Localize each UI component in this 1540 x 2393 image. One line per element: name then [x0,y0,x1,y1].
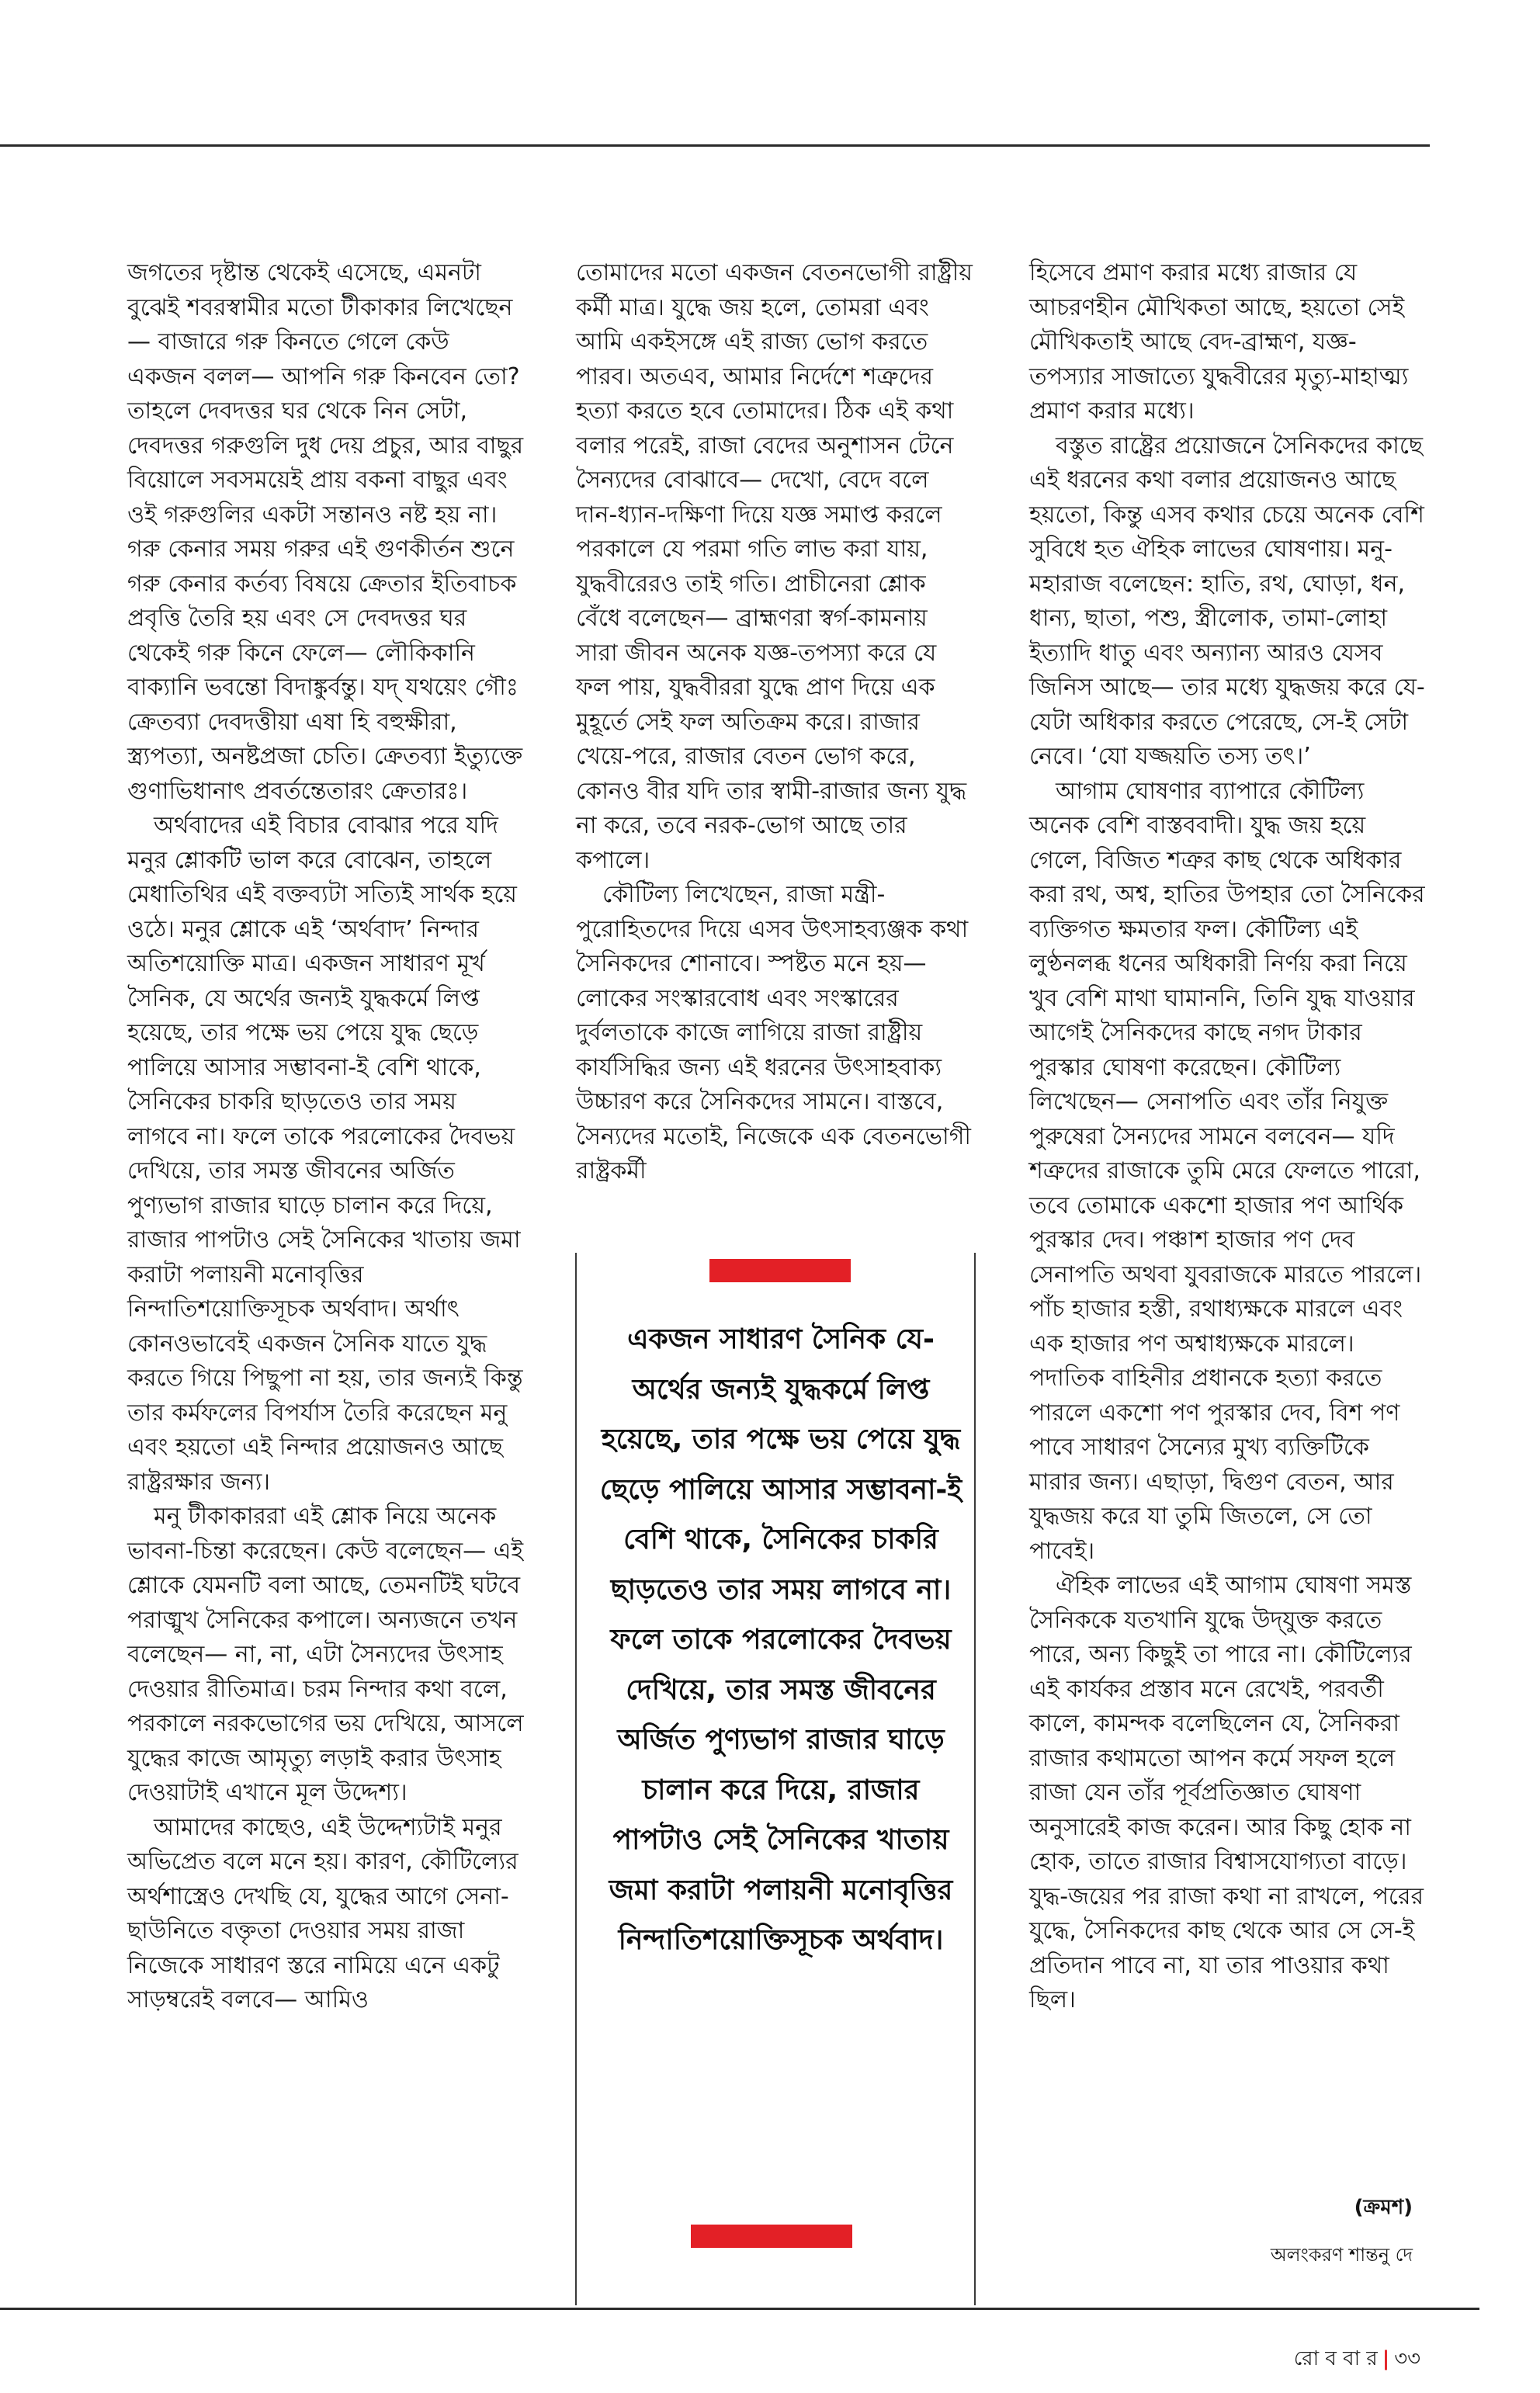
paragraph: আগাম ঘোষণার ব্যাপারে কৌটিল্য অনেক বেশি বাস্তববাদী। যুদ্ধ জয় হয়ে গেলে, বিজিত শত্রুর কাছ থেকে অধিকার করা রথ, অশ্ব, হাতির উপহার তো সৈনিকের ব্যক্তিগত ক্ষমতার ফল। কৌটিল্য এই লুণ্ঠনলব্ধ ধনের অধিকারী নির্ণয় করা নিয়ে খুব বেশি মাথা ঘামাননি, তিনি যুদ্ধ যাওয়ার আগেই সৈনিকদের কাছে নগদ টাকার পুরস্কার ঘোষণা করেছেন। কৌটিল্য লিখেছেন— সেনাপতি এবং তাঁর নিযুক্ত পুরুষেরা সৈন্যদের সামনে বলবেন— যদি শত্রুদের রাজাকে তুমি মেরে ফেলতে পারো, তবে তোমাকে একশো হাজার পণ আর্থিক পুরস্কার দেব। পঞ্চাশ হাজার পণ দেব সেনাপতি অথবা যুবরাজকে মারতে পারলে। পাঁচ হাজার হস্তী, রথাধ্যক্ষকে মারলে এবং এক হাজার পণ অশ্বাধ্যক্ষকে মারলে। পদাতিক বাহিনীর প্রধানকে হত্যা করতে পারলে একশো পণ পুরস্কার দেব, বিশ পণ পাবে সাধারণ সৈন্যের মুখ্য ব্যক্তিটিকে মারার জন্য। এছাড়া, দ্বিগুণ বেতন, আর যুদ্ধজয় করে যা তুমি জিতলে, সে তো পাবেই। [1029,777,1425,1565]
article-column-2 [576,256,973,1189]
paragraph: বস্তুত রাষ্ট্রের প্রয়োজনে সৈনিকদের কাছে এই ধরনের কথা বলার প্রয়োজনও আছে হয়তো, কিন্তু এসব কথার চেয়ে অনেক বেশি সুবিধে হত ঐহিক লাভের ঘোষণায়। মনু-মহারাজ বলেছেন: হাতি, রথ, ঘোড়া, ধন, ধান্য, ছাতা, পশু, স্ত্রীলোক, তামা-লোহা ইত্যাদি ধাতু এবং অন্যান্য আরও যেসব জিনিস আছে— তার মধ্যে যুদ্ধজয় করে যে-যেটা অধিকার করতে পেরেছে, সে-ই সেটা নেবে। ‘যো যজ্জয়তি তস্য তৎ।’ [1029,432,1425,770]
paragraph: তোমাদের মতো একজন বেতনভোগী রাষ্ট্রীয় কর্মী মাত্র। যুদ্ধে জয় হলে, তোমরা এবং আমি একইসঙ্গে এই রাজ্য ভোগ করতে পারব। অতএব, আমার নির্দেশে শত্রুদের হত্যা করতে হবে তোমাদের। ঠিক এই কথা বলার পরেই, রাজা বেদের অনুশাসন টেনে সৈন্যদের বোঝাবে— দেখো, বেদে বলে দান-ধ্যান-দক্ষিণা দিয়ে যজ্ঞ সমাপ্ত করলে পরকালে যে পরমা গতি লাভ করা যায়, যুদ্ধবীরেরও তাই গতি। প্রাচীনেরা শ্লোক বেঁধে বলেছেন— ব্রাহ্মণরা স্বর্গ-কামনায় সারা জীবন অনেক যজ্ঞ-তপস্যা করে যে ফল পায়, যুদ্ধবীররা যুদ্ধে প্রাণ দিয়ে এক মুহূর্তে সেই ফল অতিক্রম করে। রাজার খেয়ে-পরে, রাজার বেতন ভোগ করে, কোনও বীর যদি তার স্বামী-রাজার জন্য যুদ্ধ না করে, তবে নরক-ভোগ আছে তার কপালে। [576,259,973,874]
paragraph: আমাদের কাছেও, এই উদ্দেশ্যটাই মনুর অভিপ্রেত বলে মনে হয়। কারণ, কৌটিল্যের অর্থশাস্ত্রেও দেখছি যে, যুদ্ধের আগে সেনা-ছাউনিতে বক্তৃতা দেওয়ার সময় রাজা নিজেকে সাধারণ স্তরে নামিয়ে এনে একটু সাড়ম্বরেই বলবে— আমিও [127,1813,519,2013]
footer-separator: | [1382,2347,1390,2370]
paragraph: ঐহিক লাভের এই আগাম ঘোষণা সমস্ত সৈনিককে যতখানি যুদ্ধে উদ্‌যুক্ত করতে পারে, অন্য কিছুই তা পারে না। কৌটিল্যের এই কার্যকর প্রস্তাব মনে রেখেই, পরবর্তী কালে, কামন্দক বলেছিলেন যে, সৈনিকরা রাজার কথামতো আপন কর্মে সফল হলে রাজা যেন তাঁর পূর্বপ্রতিজ্ঞাত ঘোষণা অনুসারেই কাজ করেন। আর কিছু হোক না হোক, তাতে রাজার বিশ্বাসযোগ্যতা বাড়ে। যুদ্ধ-জয়ের পর রাজা কথা না রাখলে, পরের যুদ্ধে, সৈনিকদের কাছ থেকে আর সে সে-ই প্রতিদান পাবে না, যা তার পাওয়ার কথা ছিল। [1029,1572,1424,2013]
paragraph: কৌটিল্য লিখেছেন, রাজা মন্ত্রী-পুরোহিতদের দিয়ে এসব উৎসাহব্যঞ্জক কথা সৈনিকদের শোনাবে। স্পষ্টত মনে হয়— লোকের সংস্কারবোধ এবং সংস্কারের দুর্বলতাকে কাজে লাগিয়ে রাজা রাষ্ট্রীয় কার্যসিদ্ধির জন্য এই ধরনের উৎসাহবাক্য উচ্চারণ করে সৈনিকদের সামনে। বাস্তবে, সৈন্যদের মতোই, নিজেকে এক বেতনভোগী রাষ্ট্রকর্মী [576,881,971,1184]
pull-quote-bottom-accent-bar [691,2225,852,2248]
paragraph: হিসেবে প্রমাণ করার মধ্যে রাজার যে আচরণহীন মৌখিকতা আছে, হয়তো সেই মৌখিকতাই আছে বেদ-ব্রাহ্মণ, যজ্ঞ-তপস্যার সাজাত্যে যুদ্ধবীরের মৃত্যু-মাহাত্ম্য প্রমাণ করার মধ্যে। [1029,259,1409,425]
pull-quote-top-accent-bar [709,1259,851,1282]
article-column-3 [1029,256,1427,2018]
bottom-rule [0,2308,1479,2310]
pull-quote: একজন সাধারণ সৈনিক যে-অর্থের জন্যই যুদ্ধকর্মে লিপ্ত হয়েছে, তার পক্ষে ভয় পেয়ে যুদ্ধ ছেড়ে পালিয়ে আসার সম্ভাবনা-ই বেশি থাকে, সৈনিকের চাকরি ছাড়তেও তার সময় লাগবে না। ফলে তাকে পরলোকের দৈবভয় দেখিয়ে, তার সমস্ত জীবনের অর্জিত পুণ্যভাগ রাজার ঘাড়ে চালান করে দিয়ে, রাজার পাপটাও সেই সৈনিকের খাতায় জমা করাটা পলায়নী মনোবৃত্তির নিন্দাতিশয়োক্তিসূচক অর্থবাদ। [599,1323,962,1956]
article-column-1 [127,256,525,2018]
page-footer [1211,2343,1420,2377]
paragraph: মনু টীকাকাররা এই শ্লোক নিয়ে অনেক ভাবনা-চিন্তা করেছেন। কেউ বলেছেন— এই শ্লোকে যেমনটি বলা আছে, তেমনটিই ঘটবে পরাঙ্মুখ সৈনিকের কপালে। অন্যজনে তখন বলেছেন— না, না, এটা সৈন্যদের উৎসাহ দেওয়ার রীতিমাত্র। চরম নিন্দার কথা বলে, পরকালে নরকভোগের ভয় দেখিয়ে, আসলে যুদ্ধের কাজে আমৃত্যু লড়াই করার উৎসাহ দেওয়াটাই এখানে মূল উদ্দেশ্য। [127,1503,524,1806]
illustration-credit: অলংকরণ শান্তনু দে [1270,2244,1413,2266]
magazine-name: রো ব বা র [1293,2347,1378,2370]
to-be-continued-label: (ক্রমশ) [1354,2196,1413,2219]
top-rule [0,144,1430,147]
pull-quote-left-divider [575,1253,577,2305]
paragraph: জগতের দৃষ্টান্ত থেকেই এসেছে, এমনটা বুঝেই শবরস্বামীর মতো টীকাকার লিখেছেন— বাজারে গরু কিনতে গেলে কেউ একজন বলল— আপনি গরু কিনবেন তো? তাহলে দেবদত্তর ঘর থেকে নিন সেটা, দেবদত্তর গরুগুলি দুধ দেয় প্রচুর, আর বাছুর বিয়োলে সবসময়েই প্রায় বকনা বাছুর এবং ওই গরুগুলির একটা সন্তানও নষ্ট হয় না। গরু কেনার সময় গরুর এই গুণকীর্তন শুনে গরু কেনার কর্তব্য বিষয়ে ক্রেতার ইতিবাচক প্রবৃত্তি তৈরি হয় এবং সে দেবদত্তর ঘর থেকেই গরু কিনে ফেলে— লৌকিকানি বাক্যানি ভবন্তো বিদাঙ্কুর্বন্তু। যদ্ যথয়েং গৌঃ ক্রেতব্যা দেবদত্তীয়া এষা হি বহুক্ষীরা, স্ত্র্যপত্যা, অনষ্টপ্রজা চেতি। ক্রেতব্যা ইত্যুক্তে গুণাভিধানাৎ প্রবর্তন্তেতারং ক্রেতারঃ। [127,259,524,805]
pull-quote-right-divider [974,1253,976,2305]
paragraph: অর্থবাদের এই বিচার বোঝার পরে যদি মনুর শ্লোকটি ভাল করে বোঝেন, তাহলে মেধাতিথির এই বক্তব্যটা সত্যিই সার্থক হয়ে ওঠে। মনুর শ্লোকে এই ‘অর্থবাদ’ নিন্দার অতিশয়োক্তি মাত্র। একজন সাধারণ মূর্খ সৈনিক, যে অর্থের জন্যই যুদ্ধকর্মে লিপ্ত হয়েছে, তার পক্ষে ভয় পেয়ে যুদ্ধ ছেড়ে পালিয়ে আসার সম্ভাবনা-ই বেশি থাকে, সৈনিকের চাকরি ছাড়তেও তার সময় লাগবে না। ফলে তাকে পরলোকের দৈবভয় দেখিয়ে, তার সমস্ত জীবনের অর্জিত পুণ্যভাগ রাজার ঘাড়ে চালান করে দিয়ে, রাজার পাপটাও সেই সৈনিকের খাতায় জমা করাটা পলায়নী মনোবৃত্তির নিন্দাতিশয়োক্তিসূচক অর্থবাদ। অর্থাৎ কোনওভাবেই একজন সৈনিক যাতে যুদ্ধ করতে গিয়ে পিছুপা না হয়, তার জন্যই কিন্তু তার কর্মফলের বিপর্যাস তৈরি করেছেন মনু এবং হয়তো এই নিন্দার প্রয়োজনও আছে রাষ্ট্ররক্ষার জন্য। [127,812,523,1496]
page-number: ৩৩ [1394,2347,1420,2370]
